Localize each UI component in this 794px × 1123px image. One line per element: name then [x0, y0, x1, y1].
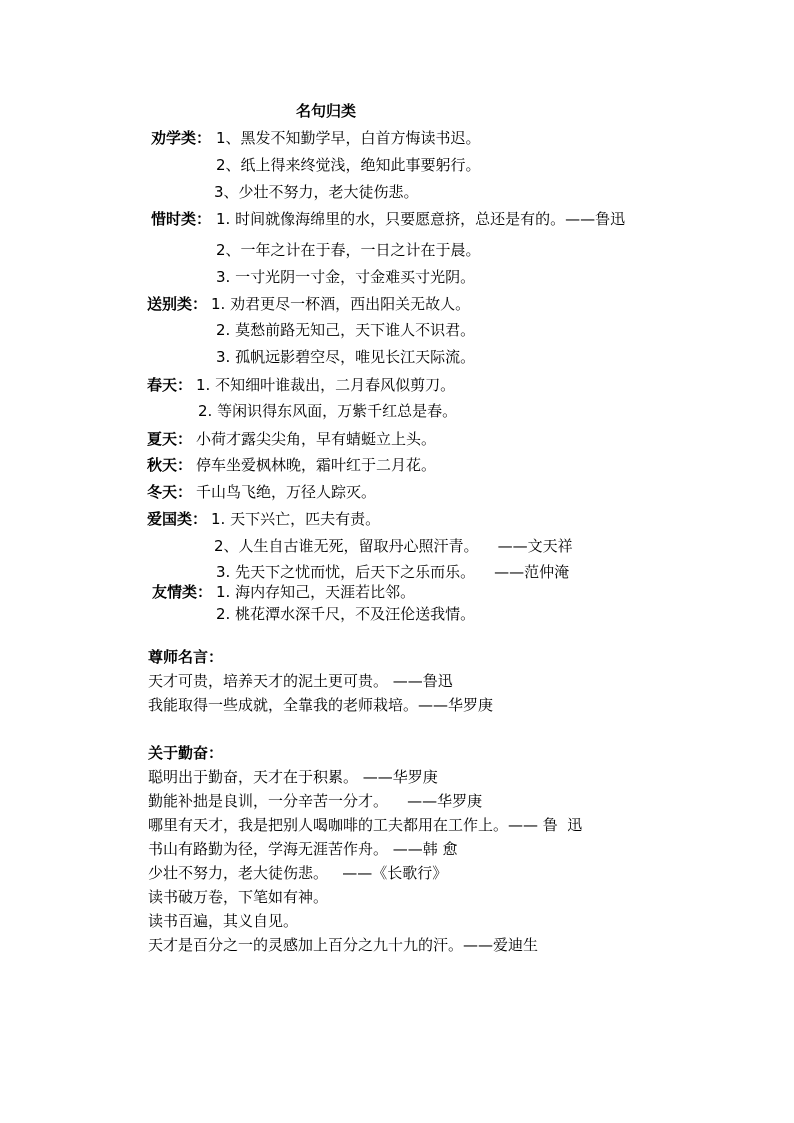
- quote-line: 我能取得一些成就，全靠我的老师栽培。——华罗庚: [148, 696, 494, 714]
- section-heading: 尊师名言：: [148, 648, 224, 666]
- section-heading: 关于勤奋：: [148, 744, 224, 762]
- quote-line: 读书百遍，其义自见。: [148, 912, 299, 930]
- quote-line: 书山有路勤为径，学海无涯苦作舟。 ——韩 愈: [148, 840, 458, 858]
- quote-line: 2、一年之计在于春，一日之计在于晨。: [216, 241, 481, 259]
- category-label: 爱国类：: [147, 510, 208, 528]
- quote-line: 聪明出于勤奋，天才在于积累。 ——华罗庚: [148, 768, 438, 786]
- quote-line: 千山鸟飞绝，万径人踪灭。: [196, 483, 377, 501]
- quote-line: 3. 先天下之忧而忧，后天下之乐而乐。 ——范仲淹: [216, 563, 570, 581]
- quote-line: 2、纸上得来终觉浅，绝知此事要躬行。: [216, 156, 481, 174]
- quote-line: 3. 孤帆远影碧空尽，唯见长江天际流。: [216, 348, 476, 366]
- quote-line: 天才是百分之一的灵感加上百分之九十九的汗。——爱迪生: [148, 936, 539, 954]
- quote-line: 小荷才露尖尖角，早有蜻蜓立上头。: [196, 430, 437, 448]
- quote-line: 2. 桃花潭水深千尺，不及汪伦送我情。: [216, 605, 476, 623]
- quote-line: 天才可贵，培养天才的泥土更可贵。 ——鲁迅: [148, 672, 453, 690]
- quote-line: 2. 等闲识得东风面，万紫千红总是春。: [198, 402, 458, 420]
- category-label: 秋天：: [147, 456, 193, 474]
- quote-line: 读书破万卷，下笔如有神。: [148, 888, 329, 906]
- category-label: 送别类：: [147, 295, 208, 313]
- category-label: 惜时类：: [151, 210, 212, 228]
- quote-line: 停车坐爱枫林晚，霜叶红于二月花。: [196, 456, 437, 474]
- quote-line: 勤能补拙是良训，一分辛苦一分才。 ——华罗庚: [148, 792, 483, 810]
- category-label: 夏天：: [147, 430, 193, 448]
- quote-line: 1. 时间就像海绵里的水，只要愿意挤，总还是有的。——鲁迅: [216, 210, 626, 228]
- page-title: 名句归类: [296, 102, 357, 120]
- quote-line: 1. 天下兴亡，匹夫有责。: [211, 510, 381, 528]
- quote-line: 哪里有天才，我是把别人喝咖啡的工夫都用在工作上。—— 鲁 迅: [148, 816, 583, 834]
- quote-line: 3. 一寸光阴一寸金，寸金难买寸光阴。: [216, 268, 476, 286]
- quote-line: 少壮不努力，老大徒伤悲。 ——《长歌行》: [148, 864, 448, 882]
- quote-line: 1、黑发不知勤学早，白首方悔读书迟。: [216, 129, 481, 147]
- category-label: 冬天：: [147, 483, 193, 501]
- quote-line: 1. 不知细叶谁裁出，二月春风似剪刀。: [196, 376, 456, 394]
- quote-line: 2、人生自古谁无死，留取丹心照汗青。 ——文天祥: [214, 537, 573, 555]
- quote-line: 2. 莫愁前路无知己，天下谁人不识君。: [216, 321, 476, 339]
- quote-line: 1. 劝君更尽一杯酒，西出阳关无故人。: [211, 295, 471, 313]
- category-label: 友情类：: [152, 583, 213, 601]
- quote-line: 3、少壮不努力，老大徒伤悲。: [214, 183, 419, 201]
- category-label: 劝学类：: [151, 129, 212, 147]
- category-label: 春天：: [147, 376, 193, 394]
- quote-line: 1. 海内存知己，天涯若比邻。: [216, 583, 416, 601]
